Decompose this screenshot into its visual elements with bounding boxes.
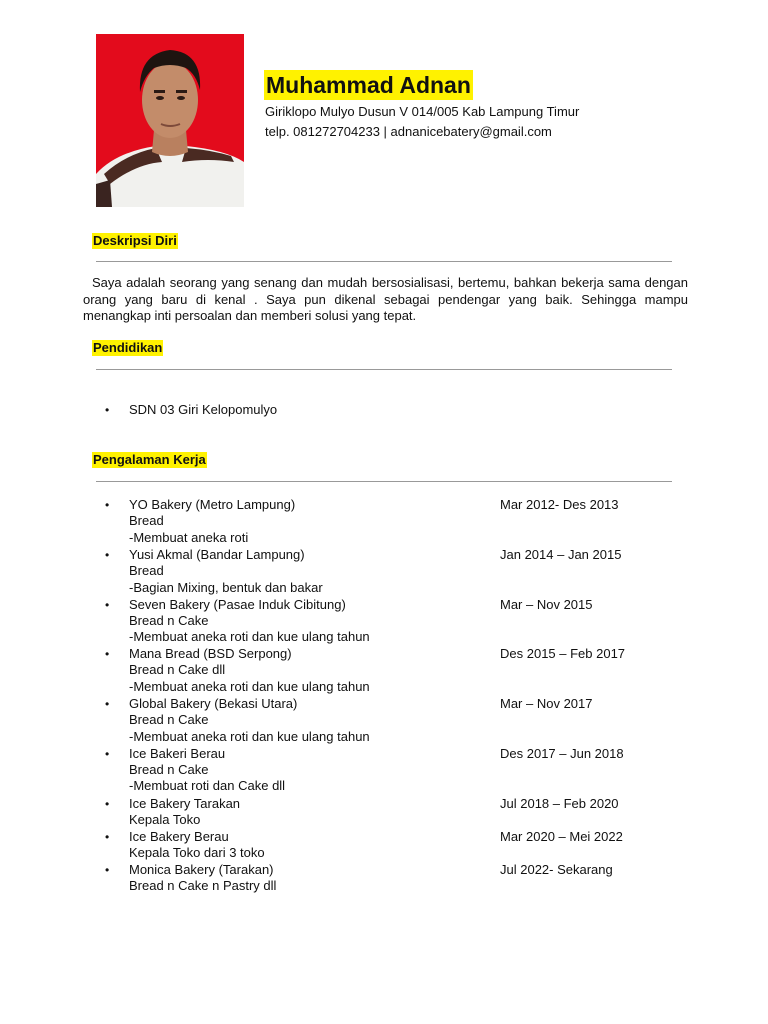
job-period: Mar – Nov 2017 xyxy=(500,696,593,711)
divider-experience xyxy=(96,481,672,482)
bullet-glyph: • xyxy=(105,548,110,562)
job-place: Mana Bread (BSD Serpong) xyxy=(129,646,292,661)
bullet-glyph: • xyxy=(105,403,110,417)
section-title-education: Pendidikan xyxy=(93,340,163,355)
job-detail: -Membuat aneka roti dan kue ulang tahun xyxy=(129,729,370,744)
job-place: Ice Bakery Berau xyxy=(129,829,229,844)
job-role: Bread xyxy=(129,563,164,578)
job-place: Yusi Akmal (Bandar Lampung) xyxy=(129,547,305,562)
job-place: Monica Bakery (Tarakan) xyxy=(129,862,274,877)
bullet-glyph: • xyxy=(105,747,110,761)
bullet-glyph: • xyxy=(105,863,110,877)
job-period: Des 2017 – Jun 2018 xyxy=(500,746,624,761)
divider-description xyxy=(96,261,672,262)
job-role: Bread n Cake dll xyxy=(129,662,226,677)
job-period: Mar – Nov 2015 xyxy=(500,597,593,612)
job-role: Kepala Toko dari 3 toko xyxy=(129,845,265,860)
bullet-glyph: • xyxy=(105,598,110,612)
job-period: Jan 2014 – Jan 2015 xyxy=(500,547,622,562)
job-detail: -Membuat roti dan Cake dll xyxy=(129,778,286,793)
job-period: Mar 2020 – Mei 2022 xyxy=(500,829,623,844)
profile-photo xyxy=(96,34,244,207)
job-place: Ice Bakery Tarakan xyxy=(129,796,241,811)
job-role: Bread n Cake xyxy=(129,613,209,628)
section-title-description: Deskripsi Diri xyxy=(93,233,177,248)
section-title-experience: Pengalaman Kerja xyxy=(93,452,206,467)
job-place: Global Bakery (Bekasi Utara) xyxy=(129,696,298,711)
job-period: Jul 2018 – Feb 2020 xyxy=(500,796,619,811)
description-text: Saya adalah seorang yang senang dan mudah bersosialisasi, bertemu, bahkan bekerja sama dengan orang yang baru di kenal . Saya pun dikenal sebagai pendengar yang baik. Sehingga mampu menangkap inti persoalan dan memberi solusi yang tepat. xyxy=(83,275,688,323)
job-role: Bread xyxy=(129,513,164,528)
contact-info: telp. 081272704233 | adnanicebatery@gmail.com xyxy=(265,124,552,139)
job-place: Ice Bakeri Berau xyxy=(129,746,226,761)
education-item: SDN 03 Giri Kelopomulyo xyxy=(129,402,278,417)
bullet-glyph: • xyxy=(105,830,110,844)
job-role: Bread n Cake n Pastry dll xyxy=(129,878,277,893)
job-period: Jul 2022- Sekarang xyxy=(500,862,613,877)
job-place: YO Bakery (Metro Lampung) xyxy=(129,497,296,512)
job-period: Mar 2012- Des 2013 xyxy=(500,497,619,512)
job-place: Seven Bakery (Pasae Induk Cibitung) xyxy=(129,597,346,612)
divider-education xyxy=(96,369,672,370)
job-role: Bread n Cake xyxy=(129,762,209,777)
job-role: Kepala Toko xyxy=(129,812,201,827)
bullet-glyph: • xyxy=(105,498,110,512)
job-detail: -Membuat aneka roti dan kue ulang tahun xyxy=(129,629,370,644)
job-period: Des 2015 – Feb 2017 xyxy=(500,646,626,661)
job-detail: -Bagian Mixing, bentuk dan bakar xyxy=(129,580,323,595)
bullet-glyph: • xyxy=(105,647,110,661)
job-role: Bread n Cake xyxy=(129,712,209,727)
job-detail: -Membuat aneka roti dan kue ulang tahun xyxy=(129,679,370,694)
full-name: Muhammad Adnan xyxy=(266,72,471,98)
bullet-glyph: • xyxy=(105,797,110,811)
job-detail: -Membuat aneka roti xyxy=(129,530,249,545)
bullet-glyph: • xyxy=(105,697,110,711)
address: Giriklopo Mulyo Dusun V 014/005 Kab Lampung Timur xyxy=(265,104,580,119)
